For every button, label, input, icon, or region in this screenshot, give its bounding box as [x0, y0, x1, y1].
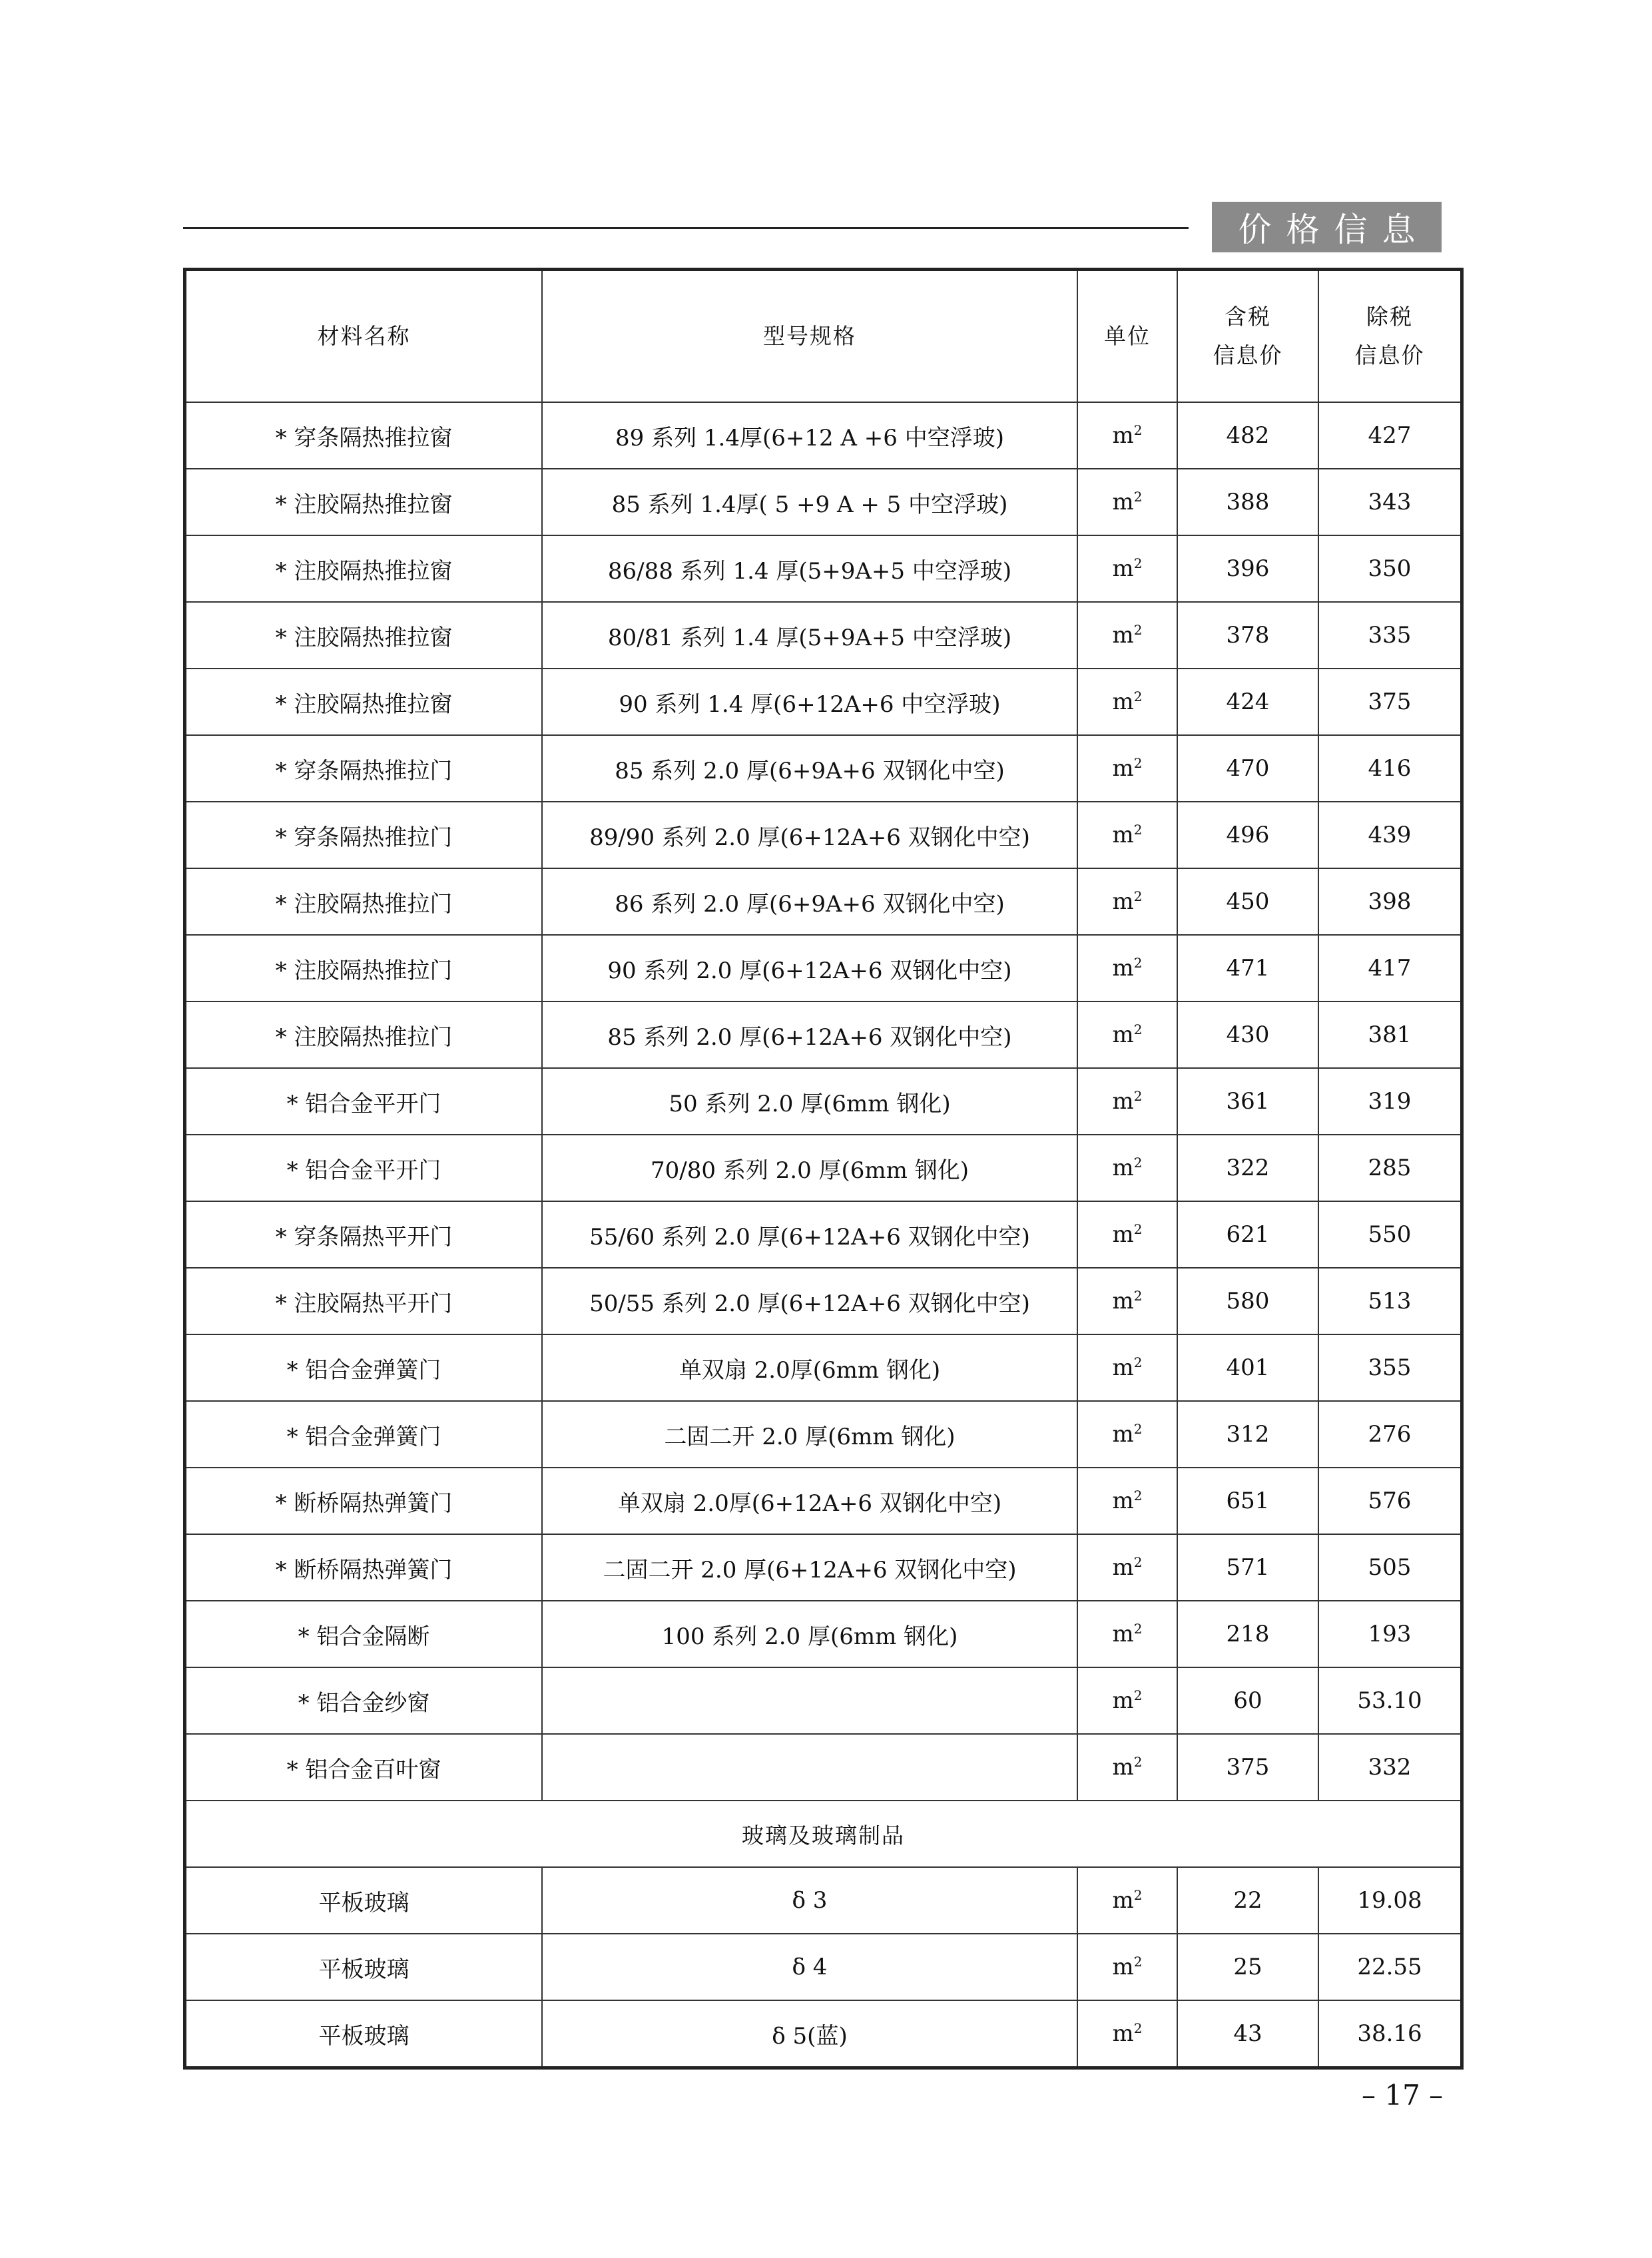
- cell-price-with-tax: 424: [1177, 669, 1318, 735]
- cell-model-spec: [542, 1734, 1077, 1801]
- cell-model-spec: 86 系列 2.0 厚(6+9A+6 双钢化中空): [542, 868, 1077, 935]
- table-row: [185, 802, 1462, 868]
- cell-unit: [1077, 1268, 1177, 1334]
- table-row: [185, 669, 1462, 735]
- cell-material-name: * 穿条隔热推拉窗: [185, 402, 543, 469]
- cell-model-spec: 单双扇 2.0厚(6mm 钢化): [542, 1334, 1077, 1401]
- cell-model-spec: 85 系列 2.0 厚(6+9A+6 双钢化中空): [542, 735, 1077, 802]
- cell-price-with-tax: 25: [1177, 1934, 1318, 2000]
- cell-material-name: * 注胶隔热平开门: [185, 1268, 543, 1334]
- unit-exponent: 2: [1133, 1621, 1143, 1637]
- cell-material-name: * 铝合金弹簧门: [185, 1401, 543, 1468]
- cell-price-without-tax: 505: [1318, 1534, 1462, 1601]
- unit-exponent: 2: [1133, 1288, 1143, 1304]
- unit-base: m: [1112, 1954, 1134, 1980]
- table-row: [185, 469, 1462, 535]
- cell-price-without-tax: 417: [1318, 935, 1462, 1001]
- header-unit: 单位: [1077, 270, 1177, 403]
- unit-exponent: 2: [1133, 622, 1143, 638]
- unit-exponent: 2: [1133, 1754, 1143, 1770]
- cell-unit: [1077, 669, 1177, 735]
- cell-price-without-tax: 22.55: [1318, 1934, 1462, 2000]
- cell-price-with-tax: 361: [1177, 1068, 1318, 1135]
- cell-model-spec: 55/60 系列 2.0 厚(6+12A+6 双钢化中空): [542, 1201, 1077, 1268]
- table-row: [185, 1601, 1462, 1667]
- cell-unit: [1077, 2000, 1177, 2068]
- cell-model-spec: 70/80 系列 2.0 厚(6mm 钢化): [542, 1135, 1077, 1201]
- cell-material-name: 平板玻璃: [185, 1934, 543, 2000]
- price-table: [183, 268, 1464, 2070]
- cell-price-with-tax: 396: [1177, 535, 1318, 602]
- cell-model-spec: δ 5(蓝): [542, 2000, 1077, 2068]
- cell-material-name: * 断桥隔热弹簧门: [185, 1468, 543, 1534]
- cell-price-without-tax: 276: [1318, 1401, 1462, 1468]
- cell-price-with-tax: 378: [1177, 602, 1318, 669]
- cell-price-without-tax: 550: [1318, 1201, 1462, 1268]
- unit-exponent: 2: [1133, 489, 1143, 505]
- cell-model-spec: 85 系列 1.4厚( 5 +9 A + 5 中空浮玻): [542, 469, 1077, 535]
- cell-model-spec: 100 系列 2.0 厚(6mm 钢化): [542, 1601, 1077, 1667]
- cell-price-with-tax: 388: [1177, 469, 1318, 535]
- table-row: [185, 1934, 1462, 2000]
- cell-price-with-tax: 322: [1177, 1135, 1318, 1201]
- cell-model-spec: [542, 1667, 1077, 1734]
- cell-material-name: * 铝合金平开门: [185, 1135, 543, 1201]
- unit-base: m: [1112, 1754, 1134, 1781]
- cell-material-name: * 铝合金弹簧门: [185, 1334, 543, 1401]
- cell-unit: [1077, 1068, 1177, 1135]
- table-row: [185, 1867, 1462, 1934]
- unit-exponent: 2: [1133, 955, 1143, 971]
- cell-material-name: * 铝合金百叶窗: [185, 1734, 543, 1801]
- unit-exponent: 2: [1133, 888, 1143, 904]
- cell-material-name: * 注胶隔热推拉窗: [185, 535, 543, 602]
- unit-exponent: 2: [1133, 1554, 1143, 1570]
- unit-exponent: 2: [1133, 755, 1143, 771]
- cell-price-with-tax: 482: [1177, 402, 1318, 469]
- header-price-with-tax: [1177, 270, 1318, 403]
- cell-price-without-tax: 398: [1318, 868, 1462, 935]
- unit-exponent: 2: [1133, 1354, 1143, 1370]
- unit-base: m: [1112, 689, 1134, 715]
- cell-unit: [1077, 602, 1177, 669]
- cell-unit: [1077, 1334, 1177, 1401]
- cell-material-name: * 铝合金隔断: [185, 1601, 543, 1667]
- cell-model-spec: 89 系列 1.4厚(6+12 A +6 中空浮玻): [542, 402, 1077, 469]
- cell-price-with-tax: 375: [1177, 1734, 1318, 1801]
- cell-price-without-tax: 375: [1318, 669, 1462, 735]
- header-material-name: 材料名称: [185, 270, 543, 403]
- cell-price-without-tax: 427: [1318, 402, 1462, 469]
- unit-base: m: [1112, 555, 1134, 582]
- cell-price-without-tax: 285: [1318, 1135, 1462, 1201]
- cell-price-without-tax: 576: [1318, 1468, 1462, 1534]
- header-price-with-tax-line1: 含税: [1225, 304, 1271, 330]
- cell-price-with-tax: 312: [1177, 1401, 1318, 1468]
- table-row: [185, 935, 1462, 1001]
- cell-model-spec: 90 系列 2.0 厚(6+12A+6 双钢化中空): [542, 935, 1077, 1001]
- unit-base: m: [1112, 1288, 1134, 1314]
- unit-base: m: [1112, 1221, 1134, 1248]
- cell-material-name: * 注胶隔热推拉门: [185, 868, 543, 935]
- table-row: [185, 1334, 1462, 1401]
- unit-exponent: 2: [1133, 1887, 1143, 1903]
- unit-exponent: 2: [1133, 422, 1143, 438]
- unit-base: m: [1112, 1621, 1134, 1647]
- cell-price-with-tax: 60: [1177, 1667, 1318, 1734]
- cell-unit: [1077, 1667, 1177, 1734]
- cell-price-with-tax: 401: [1177, 1334, 1318, 1401]
- cell-price-without-tax: 343: [1318, 469, 1462, 535]
- cell-material-name: * 断桥隔热弹簧门: [185, 1534, 543, 1601]
- unit-base: m: [1112, 622, 1134, 649]
- header-rule: [183, 227, 1189, 229]
- cell-price-with-tax: 470: [1177, 735, 1318, 802]
- cell-price-without-tax: 416: [1318, 735, 1462, 802]
- cell-model-spec: 二固二开 2.0 厚(6mm 钢化): [542, 1401, 1077, 1468]
- cell-unit: [1077, 1734, 1177, 1801]
- table-row: [185, 1401, 1462, 1468]
- cell-material-name: 平板玻璃: [185, 1867, 543, 1934]
- cell-unit: [1077, 1201, 1177, 1268]
- table-row: [185, 1468, 1462, 1534]
- cell-price-with-tax: 651: [1177, 1468, 1318, 1534]
- unit-exponent: 2: [1133, 1221, 1143, 1237]
- unit-exponent: 2: [1133, 1488, 1143, 1504]
- unit-exponent: 2: [1133, 1088, 1143, 1104]
- cell-unit: [1077, 735, 1177, 802]
- unit-exponent: 2: [1133, 1421, 1143, 1437]
- cell-price-with-tax: 621: [1177, 1201, 1318, 1268]
- table-row: [185, 1734, 1462, 1801]
- cell-unit: [1077, 1601, 1177, 1667]
- cell-material-name: * 注胶隔热推拉窗: [185, 602, 543, 669]
- cell-unit: [1077, 402, 1177, 469]
- unit-base: m: [1112, 1421, 1134, 1448]
- cell-unit: [1077, 1401, 1177, 1468]
- cell-unit: [1077, 1534, 1177, 1601]
- page-number: – 17 –: [1362, 2079, 1444, 2112]
- cell-price-with-tax: 571: [1177, 1534, 1318, 1601]
- cell-price-without-tax: 332: [1318, 1734, 1462, 1801]
- cell-material-name: * 铝合金平开门: [185, 1068, 543, 1135]
- section-title: 玻璃及玻璃制品: [185, 1801, 1462, 1867]
- cell-unit: [1077, 1135, 1177, 1201]
- unit-base: m: [1112, 1887, 1134, 1914]
- table-row: [185, 1135, 1462, 1201]
- unit-exponent: 2: [1133, 1155, 1143, 1171]
- cell-price-without-tax: 53.10: [1318, 1667, 1462, 1734]
- unit-exponent: 2: [1133, 689, 1143, 705]
- table-body: [185, 402, 1462, 2068]
- header-price-without-tax-line1: 除税: [1366, 304, 1413, 330]
- table-row: [185, 1534, 1462, 1601]
- table-row: [185, 1667, 1462, 1734]
- cell-price-without-tax: 38.16: [1318, 2000, 1462, 2068]
- unit-exponent: 2: [1133, 2020, 1143, 2036]
- cell-price-without-tax: 439: [1318, 802, 1462, 868]
- cell-price-without-tax: 335: [1318, 602, 1462, 669]
- cell-model-spec: 90 系列 1.4 厚(6+12A+6 中空浮玻): [542, 669, 1077, 735]
- cell-material-name: * 穿条隔热推拉门: [185, 802, 543, 868]
- cell-model-spec: 80/81 系列 1.4 厚(5+9A+5 中空浮玻): [542, 602, 1077, 669]
- cell-material-name: * 穿条隔热推拉门: [185, 735, 543, 802]
- table-row: [185, 1201, 1462, 1268]
- section-row: [185, 1801, 1462, 1867]
- unit-base: m: [1112, 1687, 1134, 1714]
- cell-unit: [1077, 469, 1177, 535]
- cell-price-with-tax: 450: [1177, 868, 1318, 935]
- cell-price-without-tax: 355: [1318, 1334, 1462, 1401]
- cell-model-spec: 89/90 系列 2.0 厚(6+12A+6 双钢化中空): [542, 802, 1077, 868]
- unit-exponent: 2: [1133, 1687, 1143, 1703]
- table-row: [185, 402, 1462, 469]
- cell-material-name: * 注胶隔热推拉窗: [185, 669, 543, 735]
- cell-model-spec: 85 系列 2.0 厚(6+12A+6 双钢化中空): [542, 1001, 1077, 1068]
- unit-base: m: [1112, 822, 1134, 848]
- table-row: [185, 535, 1462, 602]
- cell-unit: [1077, 535, 1177, 602]
- unit-base: m: [1112, 1354, 1134, 1381]
- unit-base: m: [1112, 422, 1134, 449]
- cell-material-name: * 注胶隔热推拉窗: [185, 469, 543, 535]
- cell-material-name: * 铝合金纱窗: [185, 1667, 543, 1734]
- table-row: [185, 602, 1462, 669]
- cell-material-name: * 穿条隔热平开门: [185, 1201, 543, 1268]
- unit-base: m: [1112, 489, 1134, 515]
- cell-price-with-tax: 580: [1177, 1268, 1318, 1334]
- table-header-row: [185, 270, 1462, 403]
- unit-base: m: [1112, 888, 1134, 915]
- cell-price-with-tax: 43: [1177, 2000, 1318, 2068]
- cell-unit: [1077, 1001, 1177, 1068]
- unit-base: m: [1112, 1021, 1134, 1048]
- cell-unit: [1077, 802, 1177, 868]
- cell-unit: [1077, 1468, 1177, 1534]
- unit-base: m: [1112, 1155, 1134, 1181]
- cell-model-spec: 50 系列 2.0 厚(6mm 钢化): [542, 1068, 1077, 1135]
- cell-unit: [1077, 1934, 1177, 2000]
- table-row: [185, 1268, 1462, 1334]
- cell-price-without-tax: 193: [1318, 1601, 1462, 1667]
- table-row: [185, 1001, 1462, 1068]
- cell-material-name: 平板玻璃: [185, 2000, 543, 2068]
- unit-exponent: 2: [1133, 822, 1143, 838]
- cell-material-name: * 注胶隔热推拉门: [185, 935, 543, 1001]
- cell-price-with-tax: 218: [1177, 1601, 1318, 1667]
- cell-model-spec: δ 4: [542, 1934, 1077, 2000]
- header-price-without-tax-line2: 信息价: [1354, 342, 1425, 368]
- table-row: [185, 2000, 1462, 2068]
- header-price-with-tax-line2: 信息价: [1213, 342, 1283, 368]
- unit-base: m: [1112, 955, 1134, 982]
- unit-base: m: [1112, 755, 1134, 782]
- unit-base: m: [1112, 1488, 1134, 1514]
- cell-model-spec: 单双扇 2.0厚(6+12A+6 双钢化中空): [542, 1468, 1077, 1534]
- cell-price-without-tax: 350: [1318, 535, 1462, 602]
- cell-model-spec: 二固二开 2.0 厚(6+12A+6 双钢化中空): [542, 1534, 1077, 1601]
- cell-material-name: * 注胶隔热推拉门: [185, 1001, 543, 1068]
- unit-exponent: 2: [1133, 555, 1143, 571]
- table-row: [185, 868, 1462, 935]
- cell-unit: [1077, 935, 1177, 1001]
- cell-model-spec: 50/55 系列 2.0 厚(6+12A+6 双钢化中空): [542, 1268, 1077, 1334]
- section-label: 价格信息: [1212, 202, 1442, 252]
- header-price-without-tax: [1318, 270, 1462, 403]
- cell-price-without-tax: 381: [1318, 1001, 1462, 1068]
- header-model-spec: 型号规格: [542, 270, 1077, 403]
- cell-model-spec: δ 3: [542, 1867, 1077, 1934]
- cell-price-with-tax: 471: [1177, 935, 1318, 1001]
- cell-price-with-tax: 22: [1177, 1867, 1318, 1934]
- cell-unit: [1077, 1867, 1177, 1934]
- unit-exponent: 2: [1133, 1021, 1143, 1037]
- table-row: [185, 1068, 1462, 1135]
- unit-base: m: [1112, 2020, 1134, 2047]
- cell-model-spec: 86/88 系列 1.4 厚(5+9A+5 中空浮玻): [542, 535, 1077, 602]
- cell-price-with-tax: 430: [1177, 1001, 1318, 1068]
- cell-price-without-tax: 319: [1318, 1068, 1462, 1135]
- unit-base: m: [1112, 1554, 1134, 1581]
- unit-exponent: 2: [1133, 1954, 1143, 1970]
- table-row: [185, 735, 1462, 802]
- cell-unit: [1077, 868, 1177, 935]
- cell-price-with-tax: 496: [1177, 802, 1318, 868]
- cell-price-without-tax: 513: [1318, 1268, 1462, 1334]
- cell-price-without-tax: 19.08: [1318, 1867, 1462, 1934]
- unit-base: m: [1112, 1088, 1134, 1115]
